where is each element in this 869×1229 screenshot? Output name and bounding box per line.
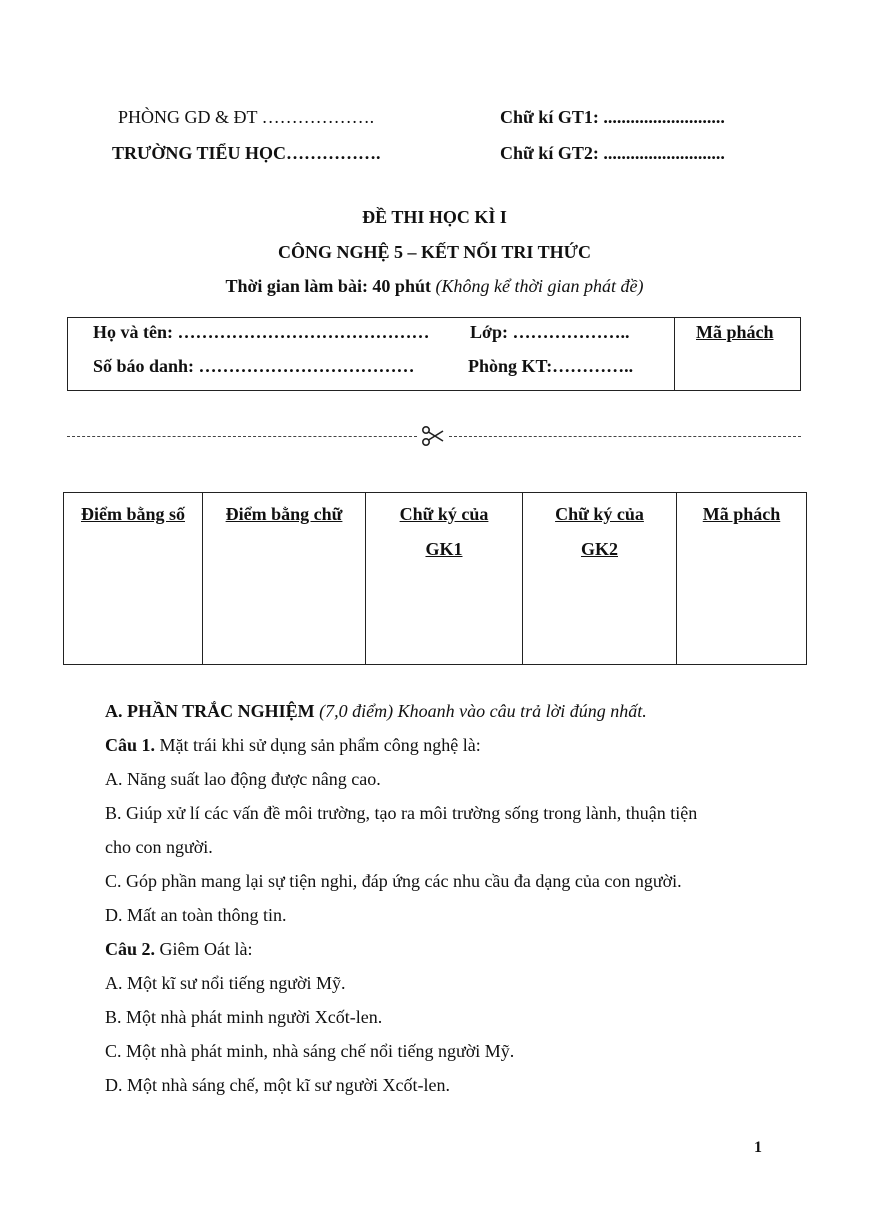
question-1-option-c[interactable]: C. Góp phần mang lại sự tiện nghi, đáp ứng các nhu cầu đa dạng của con người. bbox=[105, 871, 682, 891]
grade-col-gk2-sub: GK2 bbox=[580, 539, 618, 559]
grade-col-code bbox=[677, 493, 807, 665]
signature-gt2: Chữ kí GT2: ........................... bbox=[500, 143, 725, 163]
signature-gt1: Chữ kí GT1: ........................... bbox=[500, 107, 725, 127]
question-2-option-a[interactable]: A. Một kĩ sư nổi tiếng người Mỹ. bbox=[105, 973, 346, 993]
section-a-heading: A. PHẦN TRẮC NGHIỆM bbox=[105, 701, 315, 721]
question-1-option-b-cont[interactable]: cho con người. bbox=[105, 837, 213, 857]
question-1-option-b[interactable]: B. Giúp xử lí các vấn đề môi trường, tạo ra môi trường sống trong lành, thuận tiện bbox=[105, 803, 698, 823]
grade-col-code-label: Mã phách bbox=[702, 504, 781, 524]
code-label: Mã phách bbox=[696, 322, 774, 342]
question-2-text: Giêm Oát là: bbox=[159, 939, 253, 959]
school-line: TRƯỜNG TIỂU HỌC……………. bbox=[112, 143, 381, 163]
exam-time-label: Thời gian làm bài: 40 phút bbox=[225, 276, 431, 296]
grade-col-number-label: Điểm bằng số bbox=[80, 504, 185, 524]
student-info-box bbox=[67, 317, 801, 391]
question-1-option-d[interactable]: D. Mất an toàn thông tin. bbox=[105, 905, 287, 925]
page-number: 1 bbox=[754, 1139, 762, 1156]
info-box-divider bbox=[674, 318, 675, 390]
question-2-label: Câu 2. bbox=[105, 939, 156, 959]
question-1-label: Câu 1. bbox=[105, 735, 156, 755]
grade-col-gk1-sub: GK1 bbox=[425, 539, 463, 559]
section-a-instruction: (7,0 điểm) Khoanh vào câu trả lời đúng nhất. bbox=[319, 701, 647, 721]
exam-subject: CÔNG NGHỆ 5 – KẾT NỐI TRI THỨC bbox=[278, 242, 591, 262]
section-a-title bbox=[105, 701, 647, 722]
exam-time bbox=[0, 276, 869, 297]
question-1 bbox=[105, 735, 481, 756]
question-1-text: Mặt trái khi sử dụng sản phẩm công nghệ là: bbox=[159, 735, 481, 755]
department-line: PHÒNG GD & ĐT ………………. bbox=[118, 107, 375, 127]
student-class-field[interactable]: Lớp: ……………….. bbox=[470, 322, 630, 342]
grade-col-words bbox=[203, 493, 366, 665]
question-2 bbox=[105, 939, 253, 960]
grade-col-gk2 bbox=[523, 493, 677, 665]
exam-room-field[interactable]: Phòng KT:………….. bbox=[468, 356, 634, 376]
student-id-field[interactable]: Số báo danh: ……………………………… bbox=[93, 356, 415, 376]
scissors-icon bbox=[421, 425, 445, 452]
question-2-option-c[interactable]: C. Một nhà phát minh, nhà sáng chế nổi tiếng người Mỹ. bbox=[105, 1041, 515, 1061]
grade-table bbox=[63, 492, 807, 665]
grade-col-number bbox=[64, 493, 203, 665]
exam-time-note: (Không kể thời gian phát đề) bbox=[435, 276, 644, 296]
grade-col-gk1-label: Chữ ký của bbox=[399, 504, 489, 524]
grade-table-header-row bbox=[64, 493, 807, 665]
grade-col-gk2-label: Chữ ký của bbox=[555, 504, 644, 524]
question-1-option-a[interactable]: A. Năng suất lao động được nâng cao. bbox=[105, 769, 381, 789]
student-name-field[interactable]: Họ và tên: …………………………………… bbox=[93, 322, 430, 342]
grade-col-gk1 bbox=[366, 493, 523, 665]
exam-title: ĐỀ THI HỌC KÌ I bbox=[362, 207, 507, 227]
cut-line-left bbox=[67, 436, 417, 437]
question-2-option-b[interactable]: B. Một nhà phát minh người Xcốt-len. bbox=[105, 1007, 383, 1027]
cut-line-right bbox=[449, 436, 801, 437]
grade-col-words-label: Điểm bằng chữ bbox=[225, 504, 343, 524]
question-2-option-d[interactable]: D. Một nhà sáng chế, một kĩ sư người Xcốt-len. bbox=[105, 1075, 450, 1095]
